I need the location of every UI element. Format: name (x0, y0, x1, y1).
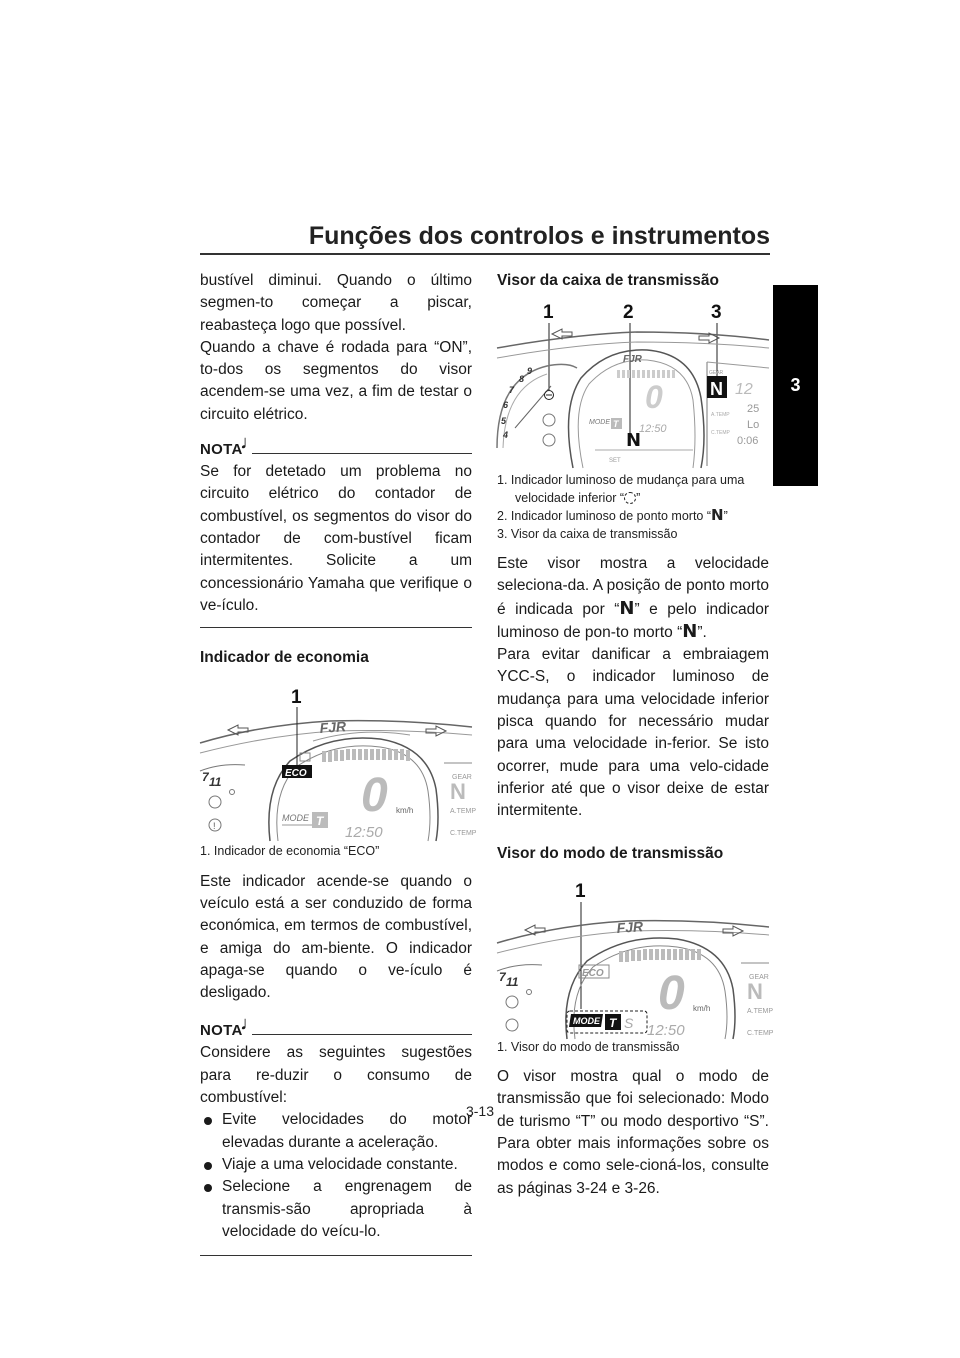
gear-callout-3: 3 (711, 302, 722, 323)
nota-1-header (200, 436, 472, 458)
gear-display: N (710, 379, 723, 399)
atemp-label: A.TEMP (450, 808, 477, 816)
mode-value: T (613, 419, 619, 429)
gear-display: N (747, 978, 763, 1004)
svg-text:11: 11 (506, 974, 519, 989)
mode-value: T (316, 814, 324, 829)
list-item: Evite velocidades do motor elevadas durante a aceleração. (222, 1109, 472, 1154)
eco-callout-number: 1 (291, 687, 302, 709)
set-label: SET (609, 458, 621, 464)
eco-heading: Indicador de economia (200, 649, 369, 667)
gear-paragraph-2: Para evitar danificar a embraiagem YCC-S, o indicador luminoso de mudança para uma velocidade inferior pisca quando for necessário mudar para uma velocidade in-ferior. Se isto ocorrer, mude para uma velo-cidade inferior até que o visor deixe de estar intermitente. (497, 646, 769, 820)
shift-down-icon (624, 492, 636, 504)
gear-label: GEAR (709, 370, 724, 376)
neutral-icon: N (711, 506, 724, 524)
atemp-label: A.TEMP (711, 412, 730, 418)
gear-caption-1a: 1. Indicador luminoso de mudança para uma (497, 473, 745, 487)
nota-label: NOTA𝅘𝅥 (200, 1017, 247, 1040)
page-title: Funções dos controlos e instrumentos (308, 222, 770, 250)
neutral-icon: N (619, 597, 635, 619)
gear-label: GEAR (452, 774, 472, 782)
nota-label: NOTA𝅘𝅥 (200, 436, 247, 459)
nota-2-header (200, 1017, 472, 1039)
page-number: 3-13 (465, 1103, 495, 1119)
eco-caption: 1. Indicador de economia “ECO” (200, 844, 380, 859)
svg-text:FJR: FJR (616, 917, 644, 936)
gear-heading: Visor da caixa de transmissão (497, 272, 719, 289)
value-25: 25 (747, 403, 760, 415)
ctemp-label: C.TEMP (450, 830, 477, 838)
intro-paragraph-2: Quando a chave é rodada para “ON”, to-dos os segmentos do visor acendem-se uma vez, a fim de testar o circuito elétrico. (200, 338, 472, 423)
atemp-label: A.TEMP (747, 1007, 774, 1015)
gear-paragraph: Este visor mostra a velocidade seleciona-da. A posição de ponto morto é indicada por “N” e pelo indicador luminoso de pon-to morto “N”. (497, 555, 769, 642)
ctemp-label: C.TEMP (711, 430, 730, 436)
mode-label: MODE (282, 813, 309, 824)
clock-readout: 12:50 (639, 423, 667, 435)
svg-text:7: 7 (202, 770, 209, 785)
ctemp-label: C.TEMP (747, 1029, 774, 1037)
intro-paragraph: bustível diminui. Quando o último segmen-to começar a piscar, reabasteça logo que possível. (200, 272, 472, 334)
eco-indicator-label: ECO (285, 768, 307, 780)
eco-figure (200, 669, 477, 842)
eco-paragraph: Este indicador acende-se quando o veículo está a ser conduzido de forma económica, em termos de combustível, e amiga do am-biente. O indicador apaga-se quando o ve-ículo é desligado. (200, 872, 472, 1002)
right-column (497, 270, 774, 1200)
gear-caption-2: 2. Indicador luminoso de ponto morto “N” (497, 506, 728, 524)
gear-callout-1: 1 (543, 302, 554, 323)
left-column (200, 270, 477, 1256)
gear-callout-2: 2 (623, 302, 634, 323)
svg-text:8: 8 (519, 374, 525, 384)
speed-readout: 0 (361, 769, 388, 823)
gear-caption-3: 3. Visor da caixa de transmissão (497, 526, 678, 541)
speed-readout: 0 (645, 379, 663, 415)
turn-left-arrow-icon (228, 725, 248, 735)
mode-paragraph: O visor mostra qual o modo de transmissão que foi selecionado: Modo de turismo “T” ou modo desportivo “S”. Para obter mais informações sobre os modos e como sele-cioná-los, consulte as páginas 3-24 e 3-26. (497, 1068, 769, 1197)
mode-figure (497, 869, 774, 1039)
gear-figure (497, 298, 769, 468)
clock-readout: 12:50 (345, 824, 383, 842)
nota-2-intro: Considere as seguintes sugestões para re-duzir o consumo de combustível: (200, 1044, 472, 1107)
turn-left-arrow-icon (525, 925, 545, 935)
value-time: 0:06 (737, 435, 759, 447)
svg-text:7: 7 (499, 969, 506, 984)
gear-caption-1b: velocidade inferior “ ” (515, 490, 641, 505)
neutral-indicator-lamp: N (626, 430, 642, 451)
chapter-tab: 3 (773, 285, 818, 486)
list-item: Viaje a uma velocidade constante. (222, 1154, 472, 1176)
svg-text:11: 11 (209, 775, 222, 790)
mode-value-t: T (609, 1015, 617, 1030)
speed-readout: 0 (658, 966, 685, 1020)
speed-unit: km/h (396, 806, 414, 816)
svg-text:7: 7 (509, 385, 515, 395)
header-rule (200, 253, 770, 255)
mode-label: MODE (573, 1015, 600, 1026)
svg-text:!: ! (213, 821, 216, 832)
list-item: Selecione a engrenagem de transmis-são apropriada à velocidade do veícu-lo. (222, 1176, 472, 1243)
svg-text:6: 6 (503, 400, 509, 410)
svg-text:FJR: FJR (319, 718, 347, 737)
mode-label: MODE (589, 419, 610, 426)
gear-label: GEAR (749, 973, 769, 981)
mode-heading: Visor do modo de transmissão (497, 844, 724, 862)
speed-unit: km/h (693, 1003, 711, 1013)
svg-text:FJR: FJR (623, 354, 642, 365)
svg-text:4: 4 (503, 430, 509, 440)
svg-text:N: N (450, 779, 466, 805)
nota-1-end-rule (200, 627, 472, 628)
turn-right-arrow-icon (723, 926, 743, 936)
neutral-icon: N (682, 620, 698, 642)
eco-indicator-label: ECO (582, 967, 604, 979)
mode-value-s: S (624, 1014, 634, 1031)
svg-text:5: 5 (501, 416, 507, 426)
nota-1-text: Se for detetado um problema no circuito elétrico do contador de combustível, os segmentos do visor do contador de com-bustível ficam intermitentes. Solicite a um concessionário Yamaha que verifique o ve-ículo. (200, 463, 472, 614)
clock-readout: 12:50 (647, 1021, 685, 1039)
value-lo: Lo (747, 419, 760, 431)
nota-2-end-rule (200, 1255, 472, 1256)
mode-callout-number: 1 (575, 880, 586, 902)
mode-caption: 1. Visor do modo de transmissão (497, 1039, 680, 1054)
svg-text:12: 12 (735, 381, 753, 398)
fuel-tips-list (200, 1109, 472, 1243)
svg-text:9: 9 (527, 366, 533, 376)
gear-captions (497, 472, 769, 543)
turn-right-arrow-icon (426, 726, 446, 736)
